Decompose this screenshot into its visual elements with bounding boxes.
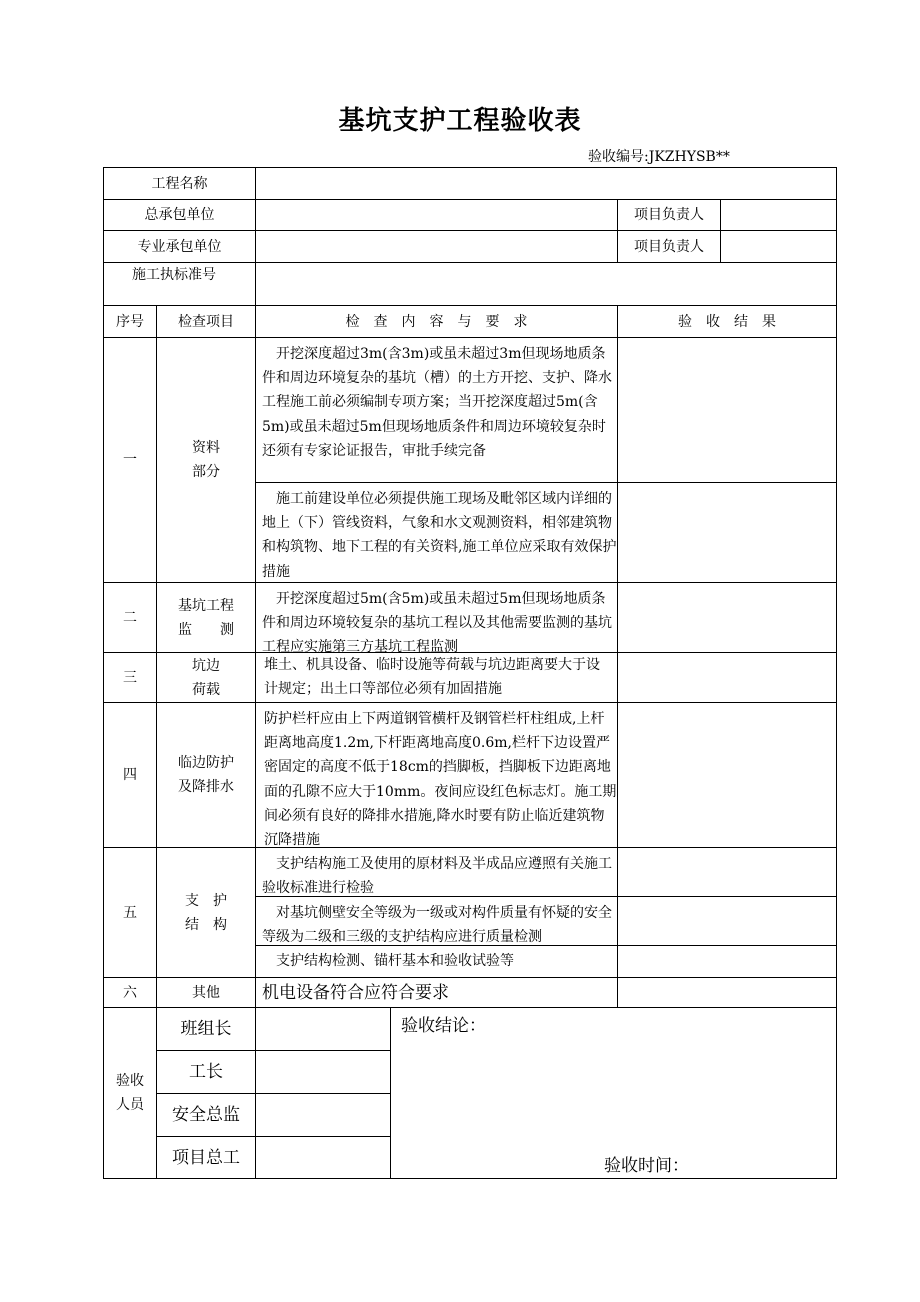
signature-field[interactable] [256, 1008, 391, 1051]
section-no-3: 三 [104, 653, 157, 703]
section-item-1: 资料 部分 [157, 338, 256, 583]
requirement-text: 堆土、机具设备、临时设施等荷载与坑边距离要大于设计规定；出土口等部位必须有加固措施 [256, 653, 618, 703]
project-manager-field-2[interactable] [721, 231, 836, 263]
requirement-text: 防护栏杆应由上下两道钢管横杆及钢管栏杆柱组成,上杆距离地高度1.2m,下杆距离地高度0.6m,栏杆下边设置严密固定的高度不低于18cm的挡脚板，挡脚板下边距离地面的孔隙不应大于10mm。夜间应设红色标志灯。施工期间必须有良好的降排水措施,降水时要有防止临近建筑物沉降措施 [256, 703, 618, 848]
requirement-text: 支护结构检测、锚杆基本和验收试验等 [256, 946, 618, 978]
standard-field[interactable] [256, 263, 836, 306]
conclusion-area[interactable] [391, 1008, 836, 1178]
result-field[interactable] [618, 978, 836, 1008]
result-field[interactable] [618, 897, 836, 946]
general-contractor-field[interactable] [256, 200, 618, 231]
col-header-no: 序号 [104, 306, 157, 338]
signature-field[interactable] [256, 1137, 391, 1178]
section-no-1: 一 [104, 338, 157, 583]
col-header-result: 验 收 结 果 [618, 306, 836, 338]
role-label: 工长 [157, 1051, 256, 1094]
section-item-4: 临边防护 及降排水 [157, 703, 256, 848]
result-field[interactable] [618, 946, 836, 978]
section-no-4: 四 [104, 703, 157, 848]
requirement-text: 支护结构施工及使用的原材料及半成品应遵照有关施工验收标准进行检验 [256, 848, 618, 897]
project-manager-field-1[interactable] [721, 200, 836, 231]
project-name-field[interactable] [256, 168, 836, 200]
acceptance-personnel-label: 验收 人员 [104, 1008, 157, 1178]
col-header-item: 检查项目 [157, 306, 256, 338]
acceptance-time-label: 验收时间： [604, 1156, 689, 1176]
document-number: 验收编号:JKZHYSB** [588, 149, 730, 165]
form-title: 基坑支护工程验收表 [338, 106, 582, 136]
col-header-content: 检 查 内 容 与 要 求 [256, 306, 618, 338]
conclusion-label: 验收结论： [401, 1016, 486, 1036]
requirement-text: 机电设备符合应符合要求 [256, 978, 618, 1008]
section-item-5: 支 护 结 构 [157, 848, 256, 978]
signature-field[interactable] [256, 1094, 391, 1137]
sub-contractor-field[interactable] [256, 231, 618, 263]
section-item-3: 坑边 荷载 [157, 653, 256, 703]
result-field[interactable] [618, 703, 836, 848]
standard-label: 施工执标准号 [104, 263, 256, 306]
general-contractor-label: 总承包单位 [104, 200, 256, 231]
role-label: 项目总工 [157, 1137, 256, 1178]
project-manager-label-2: 项目负责人 [618, 231, 721, 263]
requirement-text: 开挖深度超过5m(含5m)或虽未超过5m但现场地质条件和周边环境较复杂的基坑工程以及其他需要监测的基坑工程应实施第三方基坑工程监测 [256, 583, 618, 653]
result-field[interactable] [618, 848, 836, 897]
role-label: 班组长 [157, 1008, 256, 1051]
project-manager-label-1: 项目负责人 [618, 200, 721, 231]
section-item-6: 其他 [157, 978, 256, 1008]
sub-contractor-label: 专业承包单位 [104, 231, 256, 263]
result-field[interactable] [618, 483, 836, 583]
requirement-text: 开挖深度超过3m(含3m)或虽未超过3m但现场地质条件和周边环境复杂的基坑（槽）的土方开挖、支护、降水工程施工前必须编制专项方案；当开挖深度超过5m(含5m)或虽未超过5m但现场地质条件和周边环境较复杂时还须有专家论证报告，审批手续完备 [256, 338, 618, 483]
result-field[interactable] [618, 583, 836, 653]
result-field[interactable] [618, 653, 836, 703]
section-no-2: 二 [104, 583, 157, 653]
requirement-text: 施工前建设单位必须提供施工现场及毗邻区域内详细的地上（下）管线资料，气象和水文观测资料，相邻建筑物和构筑物、地下工程的有关资料,施工单位应采取有效保护措施 [256, 483, 618, 583]
result-field[interactable] [618, 338, 836, 483]
requirement-text: 对基坑侧壁安全等级为一级或对构件质量有怀疑的安全等级为二级和三级的支护结构应进行质量检测 [256, 897, 618, 946]
section-no-6: 六 [104, 978, 157, 1008]
role-label: 安全总监 [157, 1094, 256, 1137]
section-no-5: 五 [104, 848, 157, 978]
section-item-2: 基坑工程 监 测 [157, 583, 256, 653]
acceptance-table [103, 167, 837, 1179]
project-name-label: 工程名称 [104, 168, 256, 200]
signature-field[interactable] [256, 1051, 391, 1094]
